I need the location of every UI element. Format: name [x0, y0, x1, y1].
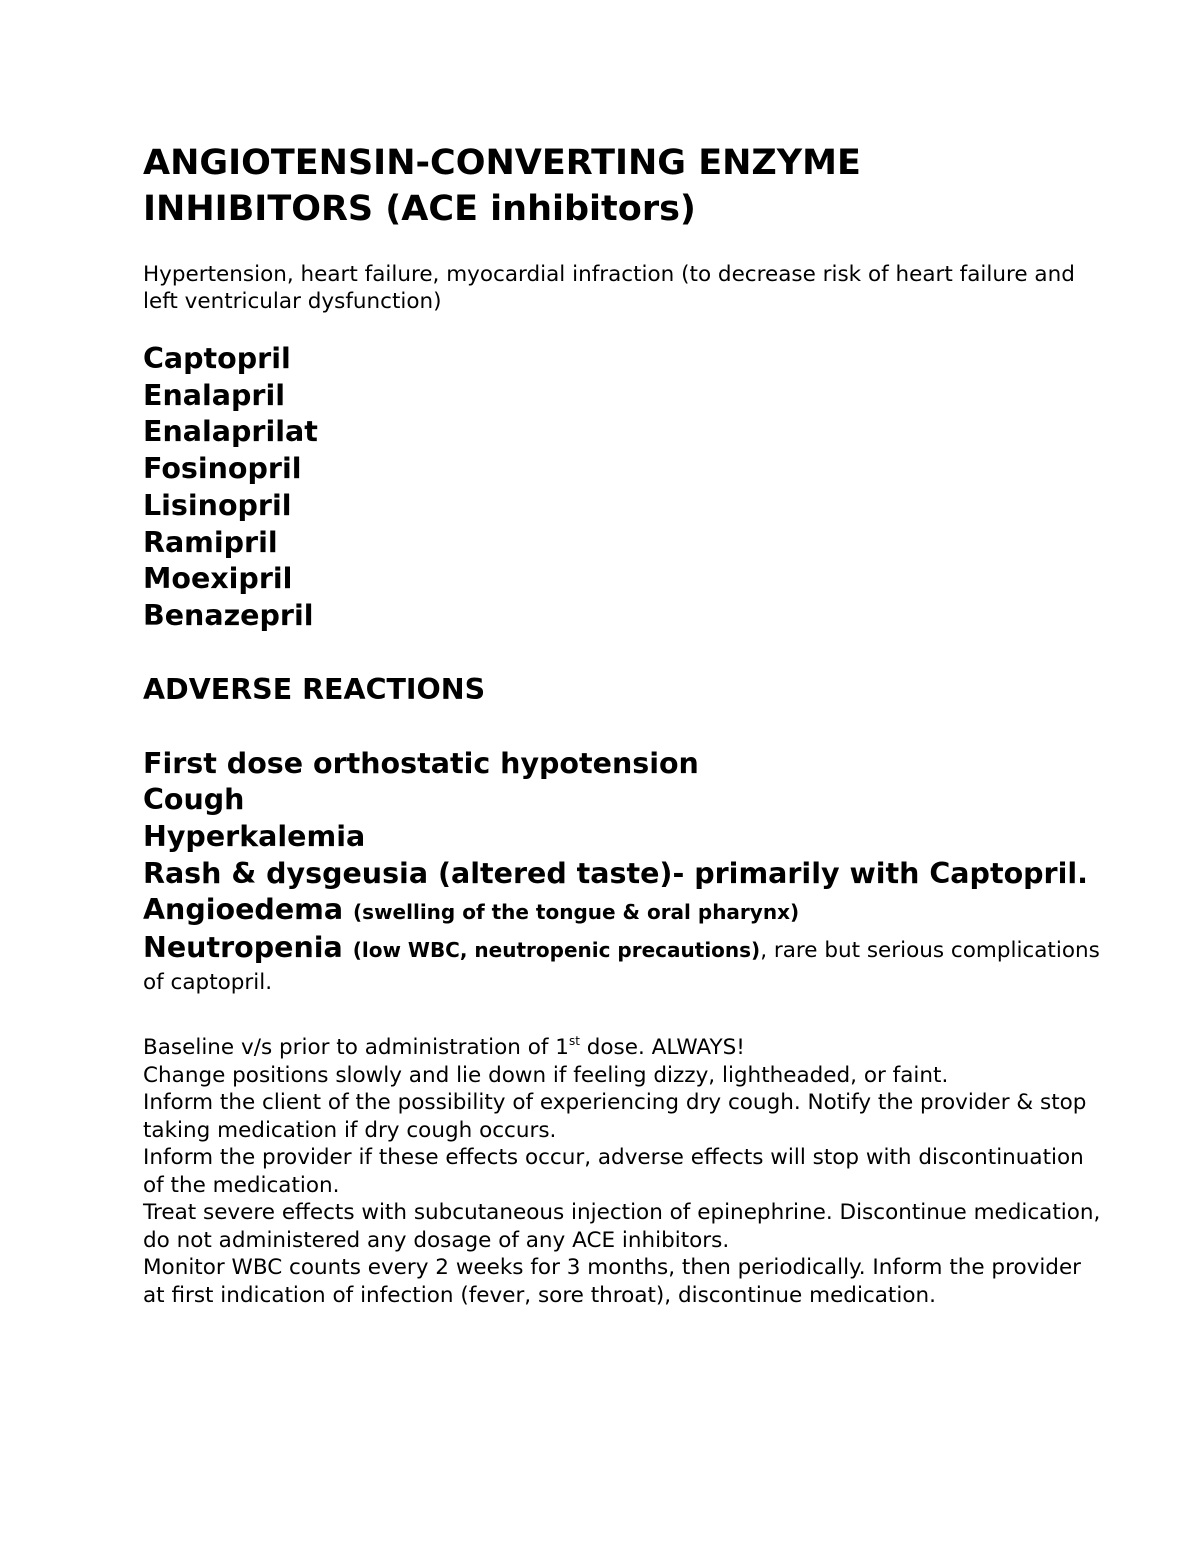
- intervention-text: Baseline v/s prior to administration of 1: [143, 1035, 569, 1061]
- drug-item: Fosinopril: [143, 452, 302, 486]
- document-page: [143, 140, 1103, 1309]
- drug-item: Enalapril: [143, 378, 285, 412]
- reaction-item: Hyperkalemia: [143, 820, 366, 854]
- reaction-tail-note: , rare but serious complications of captopril.: [143, 938, 1100, 996]
- drug-item: Lisinopril: [143, 488, 292, 522]
- reaction-item: Rash & dysgeusia (altered taste)- primarily with Captopril.: [143, 856, 1088, 890]
- drug-item: Ramipril: [143, 525, 278, 559]
- intervention-item: Monitor WBC counts every 2 weeks for 3 months, then periodically. Inform the provider at first indication of infection (fever, sore throat), discontinue medication.: [143, 1255, 1082, 1308]
- reaction-name: Angioedema: [143, 893, 344, 927]
- intervention-text: dose. ALWAYS!: [579, 1035, 745, 1061]
- intervention-item: Change positions slowly and lie down if feeling dizzy, lightheaded, or faint.: [143, 1062, 949, 1088]
- superscript: st: [568, 1034, 580, 1049]
- reaction-item: First dose orthostatic hypotension: [143, 746, 699, 780]
- drug-item: Benazepril: [143, 598, 314, 632]
- indications-paragraph: Hypertension, heart failure, myocardial infraction (to decrease risk of heart failure and left ventricular dysfunction): [143, 262, 1075, 314]
- reaction-item: [143, 933, 1103, 997]
- drug-item: Enalaprilat: [143, 415, 318, 449]
- drug-list: [143, 341, 1103, 635]
- intervention-item: Inform the provider if these effects occur, adverse effects will stop with discontinuation of the medication.: [143, 1145, 1084, 1198]
- reaction-item: Cough: [143, 783, 245, 817]
- adverse-reactions-list: [143, 746, 1103, 998]
- reaction-name: Neutropenia: [143, 931, 343, 965]
- reaction-item: [143, 892, 1103, 931]
- intervention-item: Treat severe effects with subcutaneous injection of epinephrine. Discontinue medication, do not administered any dosage of any ACE inhibitors.: [143, 1200, 1101, 1253]
- interventions-list: [143, 1034, 1103, 1309]
- reaction-note: (low WBC, neutropenic precautions): [352, 938, 761, 963]
- drug-item: Moexipril: [143, 562, 293, 596]
- intervention-item: [143, 1034, 1103, 1062]
- document-title: ANGIOTENSIN-CONVERTING ENZYME INHIBITORS (ACE inhibitors): [143, 143, 861, 229]
- drug-item: Captopril: [143, 342, 291, 375]
- reaction-note: (swelling of the tongue & oral pharynx): [353, 900, 800, 925]
- adverse-reactions-heading: ADVERSE REACTIONS: [143, 672, 486, 706]
- intervention-item: Inform the client of the possibility of experiencing dry cough. Notify the provider & stop taking medication if dry cough occurs.: [143, 1090, 1087, 1143]
